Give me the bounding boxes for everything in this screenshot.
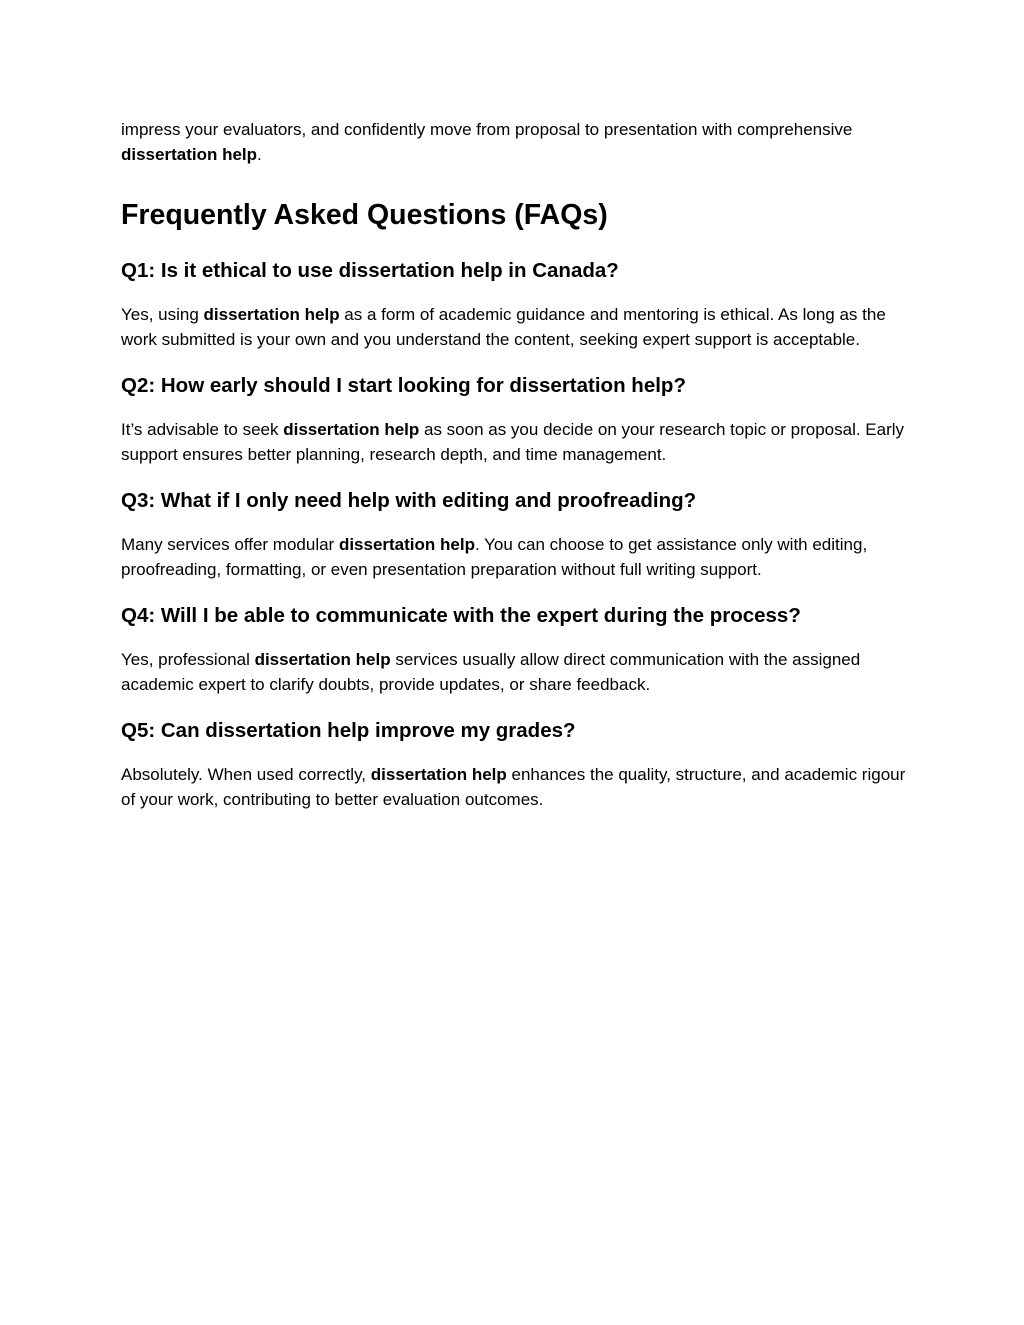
answer-text-end: enhances the quality, structure, and academic rigour of your work, contributing to better evaluation outcomes. [121, 765, 906, 809]
answer-text-end: as a form of academic guidance and mentoring is ethical. As long as the work submitted is your own and you understand the content, seeking expert support is acceptable. [121, 305, 886, 349]
faq-answer [121, 418, 911, 467]
faq-item [121, 487, 911, 582]
faq-item [121, 602, 911, 697]
answer-text: Yes, professional [121, 650, 255, 669]
faq-question: Q1: Is it ethical to use dissertation help in Canada? [121, 259, 619, 282]
answer-keyword: dissertation help [203, 305, 340, 324]
intro-keyword: dissertation help [121, 144, 258, 164]
answer-text: Many services offer modular [121, 535, 339, 554]
answer-keyword: dissertation help [283, 420, 420, 439]
answer-text: Yes, using [121, 305, 204, 324]
faq-item [121, 257, 911, 352]
answer-keyword: dissertation help [338, 535, 475, 554]
answer-text-end: as soon as you decide on your research topic or proposal. Early support ensures better planning, research depth, and time management. [121, 420, 905, 464]
answer-text-end: . You can choose to get assistance only with editing, proofreading, formatting, or even presentation preparation without full writing support. [121, 535, 868, 579]
faq-answer [121, 763, 911, 812]
faq-question: Q5: Can dissertation help improve my grades? [121, 719, 576, 742]
faq-heading: Frequently Asked Questions (FAQs) [121, 199, 608, 231]
faq-answer [121, 303, 911, 352]
answer-text: It’s advisable to seek [121, 420, 284, 439]
answer-keyword: dissertation help [254, 650, 391, 669]
faq-answer [121, 648, 911, 697]
faq-item [121, 717, 911, 812]
faq-answer [121, 533, 911, 582]
answer-text-end: services usually allow direct communication with the assigned academic expert to clarify doubts, provide updates, or share feedback. [121, 650, 861, 694]
answer-keyword: dissertation help [370, 765, 507, 784]
document-page [121, 118, 911, 812]
intro-text: impress your evaluators, and confidently move from proposal to presentation with comprehensive [121, 120, 853, 139]
intro-paragraph [121, 118, 911, 167]
faq-item [121, 372, 911, 467]
intro-text-end: . [257, 144, 262, 164]
answer-text: Absolutely. When used correctly, [121, 765, 371, 784]
faq-question: Q4: Will I be able to communicate with the expert during the process? [121, 604, 801, 627]
faq-question: Q3: What if I only need help with editing and proofreading? [121, 489, 697, 512]
faq-question: Q2: How early should I start looking for dissertation help? [121, 374, 686, 397]
